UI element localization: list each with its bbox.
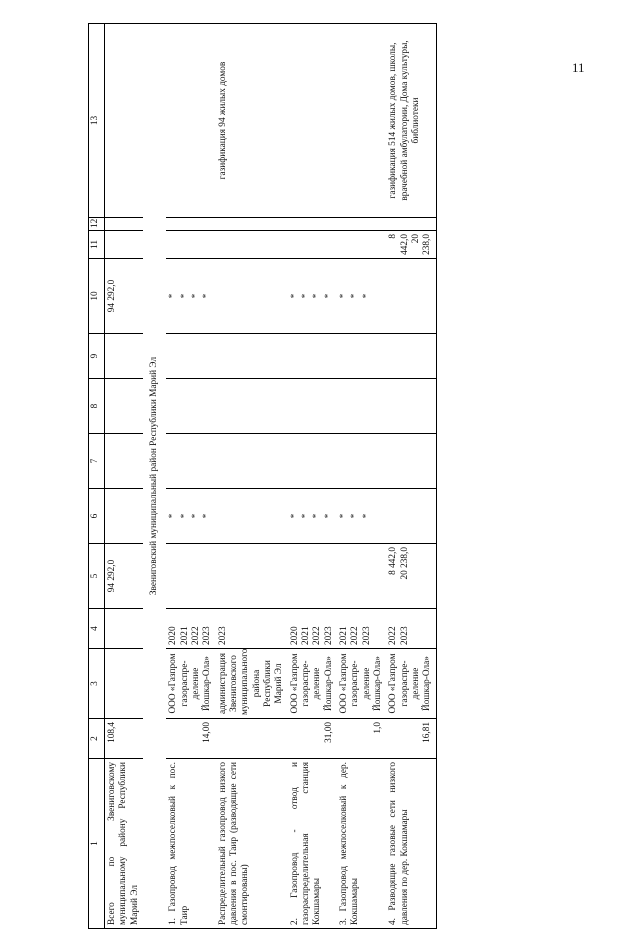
col10-marks-item: * [300,293,311,299]
years-item: 2023 [202,626,213,645]
col6-amounts [166,544,215,609]
owner-item: Йошкар-Ола» [422,656,433,711]
col7 [386,434,436,489]
result [288,24,337,218]
table-row [288,24,337,929]
col6-marks [386,489,436,544]
object-name: 4. Разводящие газовые сети низкого давления по дер. Кокшамары [386,759,436,929]
object-length: 1,0 [337,719,386,759]
col7 [288,434,337,489]
col6-amounts [288,544,337,609]
column-header-12: 12 [89,218,105,231]
owner-item: муниципального [240,648,251,715]
owner-item: газораспре- [350,660,361,707]
total-name: Всего по Звениговскому муниципальному району Республики Марий Эл [105,759,143,929]
col6-marks-item: * [312,513,323,519]
owner-item: Звениговского [228,655,239,712]
owner [288,649,337,719]
owner-item: администрация [217,653,228,714]
col10-marks-item: * [168,293,179,299]
col12 [386,218,436,231]
years-item: 2022 [388,626,399,645]
col6-marks-item: * [323,513,334,519]
years-item: 2021 [179,626,190,645]
result [337,24,386,218]
table-body [105,24,437,929]
years-item: 2023 [323,626,334,645]
years-item: 2020 [168,626,179,645]
col11-amounts [288,231,337,259]
col11-amounts-item: 20 238,0 [410,234,433,255]
owner-item: ООО «Газпром [168,653,179,714]
years [337,609,386,649]
col6-amounts-item: 20 238,0 [399,547,410,580]
years-item: 2022 [350,626,361,645]
col9 [216,334,288,379]
gas-program-table [88,23,437,929]
col6-marks-item: * [190,513,201,519]
owner [166,649,215,719]
column-header-3: 3 [89,649,105,719]
owner-item: газораспре- [399,660,410,707]
column-header-11: 11 [89,231,105,259]
column-header-9: 9 [89,334,105,379]
col6-marks-item: * [300,513,311,519]
owner-item: газораспре- [179,660,190,707]
owner-item: деление [410,667,421,700]
col10-marks [288,259,337,334]
column-header-13: 13 [89,24,105,218]
col9 [337,334,386,379]
owner-item: ООО «Газпром [289,653,300,714]
years-item: 2021 [338,626,349,645]
table-row-total [105,24,143,929]
owner [216,649,288,719]
total-amount-col11: 94 292,0 [105,259,143,334]
column-header-6: 6 [89,489,105,544]
owner-item: ООО «Газпром [388,653,399,714]
col6-marks [216,489,288,544]
col8 [166,379,215,434]
col10-marks-item: * [350,293,361,299]
result: газификация 94 жилых домов [216,24,288,218]
col10-marks [166,259,215,334]
col8 [288,379,337,434]
years [166,609,215,649]
col11-amounts [166,231,215,259]
col9 [288,334,337,379]
col6-amounts [386,544,436,609]
col6-marks-item: * [361,513,372,519]
col8 [386,379,436,434]
col6-marks [288,489,337,544]
column-header-2: 2 [89,719,105,759]
years [288,609,337,649]
object-name: Распределительный газопровод низкого давления в пос. Таир (разводящие сети смонтированы) [216,759,288,929]
col6-marks-item: * [179,513,190,519]
owner-item: деление [190,667,201,700]
col7 [216,434,288,489]
col10-marks-item: * [289,293,300,299]
total-amount-col6: 94 292,0 [105,544,143,609]
table-row [337,24,386,929]
result [166,24,215,218]
owner-item: Йошкар-Ола» [372,656,383,711]
col11-amounts-item: 8 442,0 [388,234,410,255]
years-item: 2023 [399,626,410,645]
col6-marks-item: * [338,513,349,519]
total-length: 108,4 [105,719,143,759]
table-row [166,24,215,929]
object-length: 31,00 [288,719,337,759]
col10-marks-item: * [338,293,349,299]
object-name: 2. Газопровод - отвод и газораспределительная станция Кокшамары [288,759,337,929]
object-name: 3. Газопровод межпоселковый к дер. Кокшамары [337,759,386,929]
col11-amounts [216,231,288,259]
col12 [166,218,215,231]
col10-marks-item: * [312,293,323,299]
owner [386,649,436,719]
col10-marks-item: * [361,293,372,299]
col12 [288,218,337,231]
col12 [337,218,386,231]
col6-marks-item: * [350,513,361,519]
years-item: 2021 [300,626,311,645]
years-item: 2022 [190,626,201,645]
object-length: 14,00 [166,719,215,759]
table-row [386,24,436,929]
col6-marks-item: * [202,513,213,519]
col12 [216,218,288,231]
table-row [216,24,288,929]
page-number: 11 [572,60,585,75]
years-item: 2023 [217,626,228,645]
column-header-10: 10 [89,259,105,334]
col10-marks [216,259,288,334]
owner-item: деление [312,667,323,700]
column-header-5: 5 [89,544,105,609]
years-item: 2020 [289,626,300,645]
col10-marks-item: * [179,293,190,299]
col7 [337,434,386,489]
gas-program-table-sheet [88,24,618,929]
col6-marks-item: * [289,513,300,519]
result: газификация 514 жилых домов, школы, врачебной амбулатории, Дома культуры, библиотеки [386,24,436,218]
years-item: 2023 [361,626,372,645]
owner-item: Марий Эл [274,663,285,704]
owner-item: Йошкар-Ола» [202,656,213,711]
owner-item: газораспре- [300,660,311,707]
years [386,609,436,649]
region-title: Звениговский муниципальный район Республики Марий Эл [143,24,166,929]
column-header-8: 8 [89,379,105,434]
col9 [166,334,215,379]
col8 [216,379,288,434]
col10-marks-item: * [323,293,334,299]
col6-marks [337,489,386,544]
owner-item: района [251,669,262,698]
col10-marks [337,259,386,334]
object-name: 1. Газопровод межпоселковый к пос. Таир [166,759,215,929]
col6-amounts [337,544,386,609]
col8 [337,379,386,434]
col6-amounts-item: 8 442,0 [388,547,399,575]
col6-marks-item: * [168,513,179,519]
object-length [216,719,288,759]
col6-amounts [216,544,288,609]
col11-amounts [337,231,386,259]
region-title-row [143,24,166,929]
owner-item: Республики [262,660,273,707]
years-item: 2022 [312,626,323,645]
col7 [166,434,215,489]
col9 [386,334,436,379]
column-numbers-row [89,24,105,929]
col6-marks [166,489,215,544]
col11-amounts [386,231,436,259]
column-header-7: 7 [89,434,105,489]
years [216,609,288,649]
owner-item: Йошкар-Ола» [323,656,334,711]
col10-marks-item: * [202,293,213,299]
owner-item: деление [361,667,372,700]
owner-item: ООО «Газпром [338,653,349,714]
column-header-4: 4 [89,609,105,649]
object-length: 16,81 [386,719,436,759]
col10-marks [386,259,436,334]
column-header-1: 1 [89,759,105,929]
col10-marks-item: * [190,293,201,299]
owner [337,649,386,719]
